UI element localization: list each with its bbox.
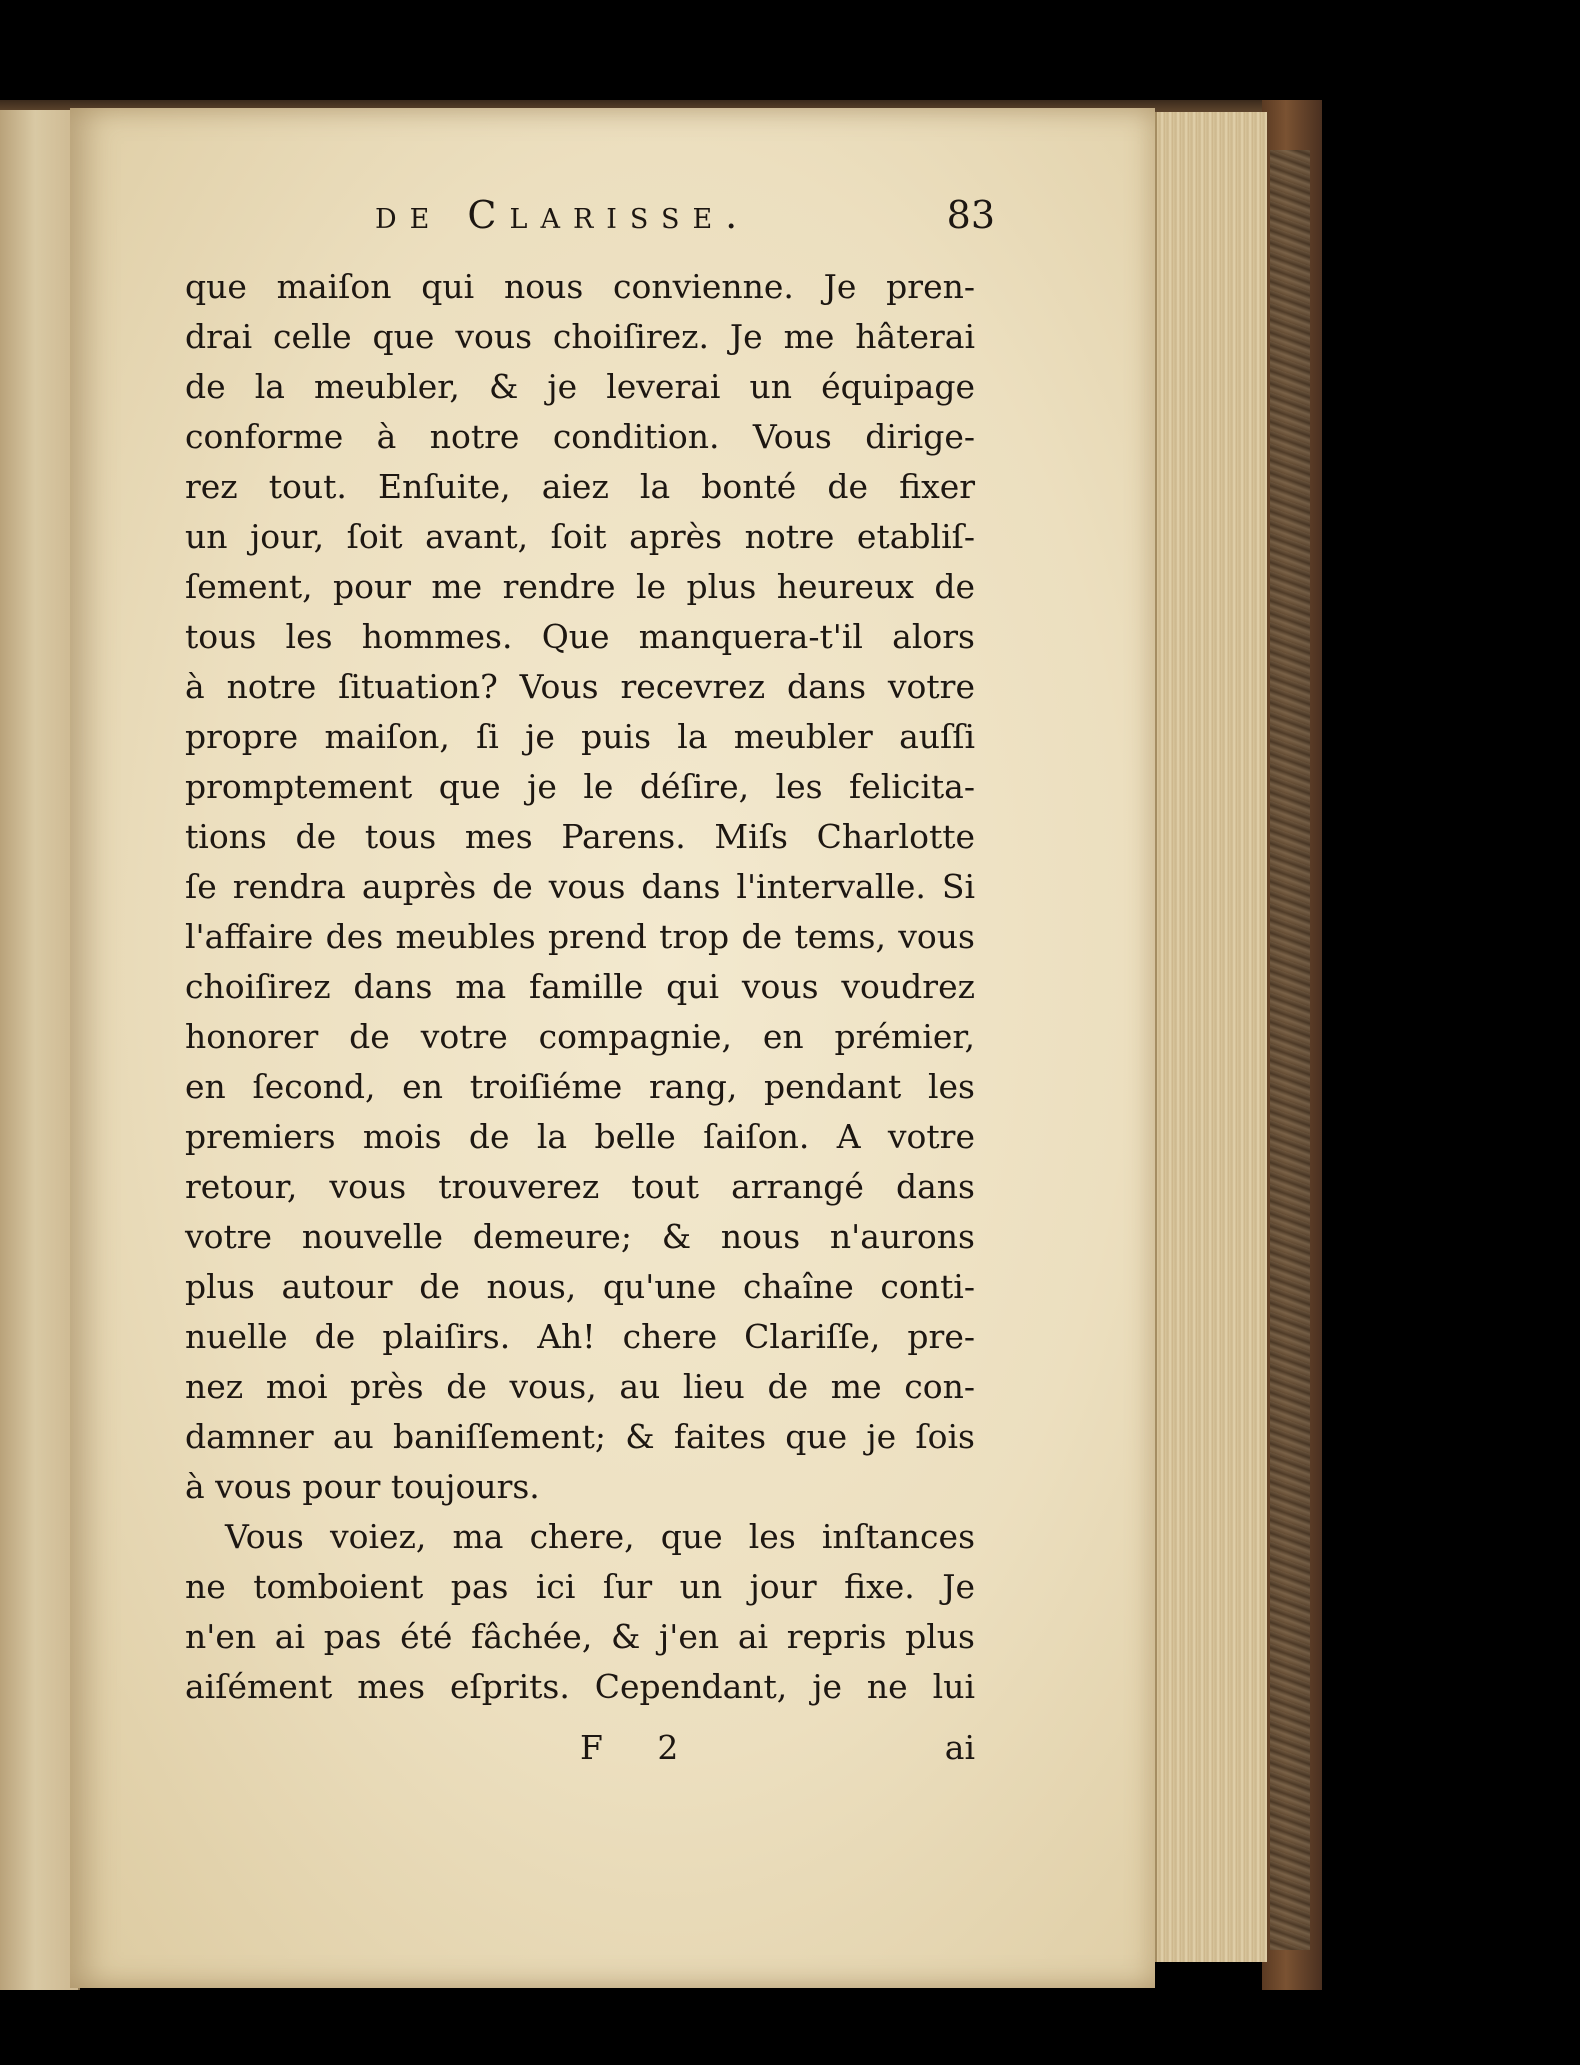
running-title: de Clarisse.	[375, 193, 751, 237]
text-line: drai celle que vous choiſirez. Je me hâterai	[185, 317, 975, 356]
text-line: que maiſon qui nous convienne. Je pren-	[185, 267, 975, 306]
text-line: conforme à notre condition. Vous dirige-	[185, 417, 975, 456]
left-page-edge	[0, 110, 80, 1990]
text-line: n'en ai pas été fâchée, & j'en ai repris plus	[185, 1617, 975, 1656]
text-line: retour, vous trouverez tout arrangé dans	[185, 1167, 975, 1206]
text-line: plus autour de nous, qu'une chaîne conti-	[185, 1267, 975, 1306]
page-footer	[185, 1728, 975, 1778]
text-line: Vous voiez, ma chere, que les inſtances	[225, 1517, 975, 1556]
page-body-text	[185, 262, 975, 1712]
running-header	[375, 185, 995, 245]
page-edges-stack	[1155, 112, 1267, 1962]
page-number: 83	[946, 193, 995, 237]
text-line: damner au baniſſement; & faites que je ſois	[185, 1417, 975, 1456]
text-line: tions de tous mes Parens. Miſs Charlotte	[185, 817, 975, 856]
text-line: à vous pour toujours.	[185, 1467, 540, 1506]
marbled-cover-texture	[1270, 150, 1310, 1950]
text-line: choiſirez dans ma famille qui vous voudrez	[185, 967, 975, 1006]
text-line: à notre ſituation? Vous recevrez dans votre	[185, 667, 975, 706]
text-line: rez tout. Enſuite, aiez la bonté de fixer	[185, 467, 975, 506]
text-line: ſement, pour me rendre le plus heureux de	[185, 567, 975, 606]
signature-mark: F 2	[580, 1728, 701, 1767]
text-line: en ſecond, en troiſiéme rang, pendant les	[185, 1067, 975, 1106]
text-line: ſe rendra auprès de vous dans l'intervalle. Si	[185, 867, 975, 906]
text-line: propre maiſon, ſi je puis la meubler auſſi	[185, 717, 975, 756]
text-line: nez moi près de vous, au lieu de me con-	[185, 1367, 975, 1406]
text-line: nuelle de plaiſirs. Ah! chere Clariſſe, pre-	[185, 1317, 975, 1356]
text-line: votre nouvelle demeure; & nous n'aurons	[185, 1217, 975, 1256]
text-line: tous les hommes. Que manquera-t'il alors	[185, 617, 975, 656]
catchword: ai	[944, 1728, 975, 1767]
text-line: honorer de votre compagnie, en prémier,	[185, 1017, 975, 1056]
text-line: de la meubler, & je leverai un équipage	[185, 367, 975, 406]
text-line: un jour, ſoit avant, ſoit après notre etabliſ-	[185, 517, 975, 556]
text-line: promptement que je le déſire, les felicita-	[185, 767, 975, 806]
text-line: ne tomboient pas ici ſur un jour fixe. Je	[185, 1567, 975, 1606]
text-line: l'affaire des meubles prend trop de tems, vous	[185, 917, 975, 956]
text-line: premiers mois de la belle ſaiſon. A votre	[185, 1117, 975, 1156]
text-line: aiſément mes eſprits. Cependant, je ne lui	[185, 1667, 975, 1706]
